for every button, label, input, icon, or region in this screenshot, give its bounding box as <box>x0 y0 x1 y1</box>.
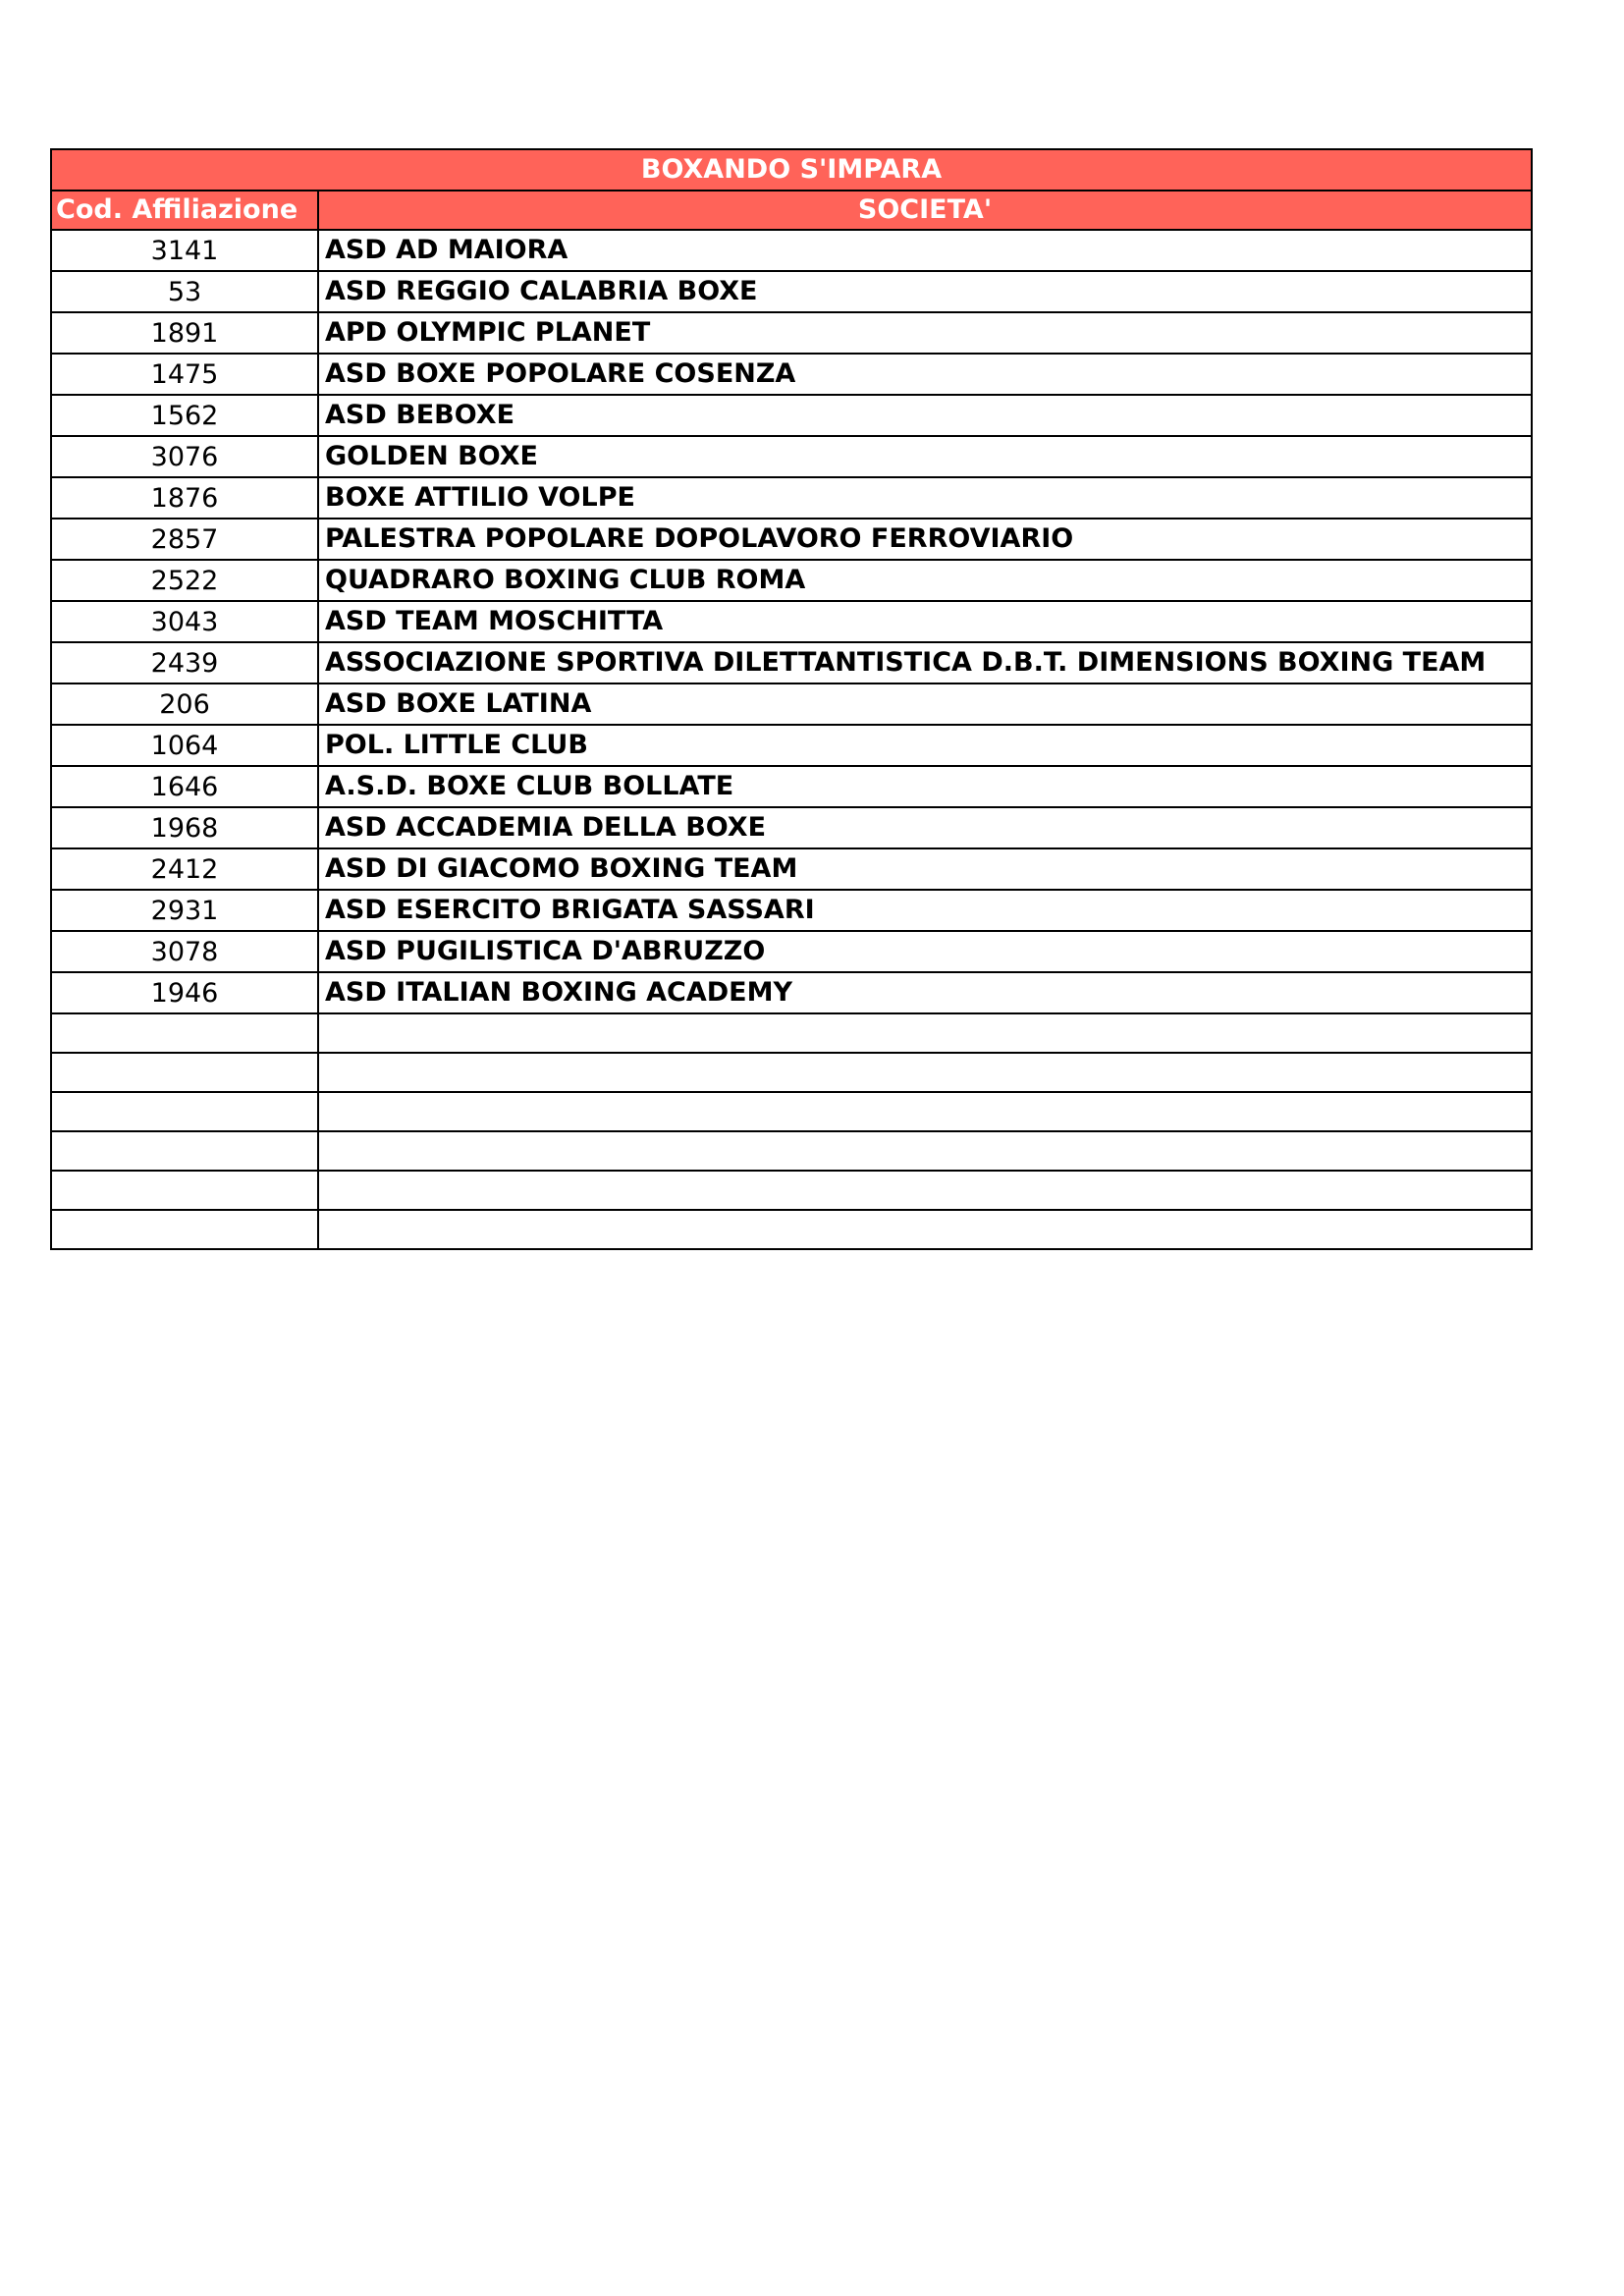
table-body <box>51 230 1532 1249</box>
affiliation-code-cell: 2412 <box>51 848 318 890</box>
table-row <box>51 230 1532 271</box>
table-row <box>51 766 1532 807</box>
affiliation-code-cell <box>51 1171 318 1210</box>
society-name-cell <box>318 1092 1532 1131</box>
affiliation-code-cell: 2857 <box>51 519 318 560</box>
affiliation-code-cell: 206 <box>51 683 318 725</box>
table-row <box>51 436 1532 477</box>
affiliation-code-cell: 3078 <box>51 931 318 972</box>
table-row <box>51 890 1532 931</box>
affiliation-code-cell: 3076 <box>51 436 318 477</box>
affiliation-code-cell: 1946 <box>51 972 318 1013</box>
table-row <box>51 642 1532 683</box>
table-row <box>51 1013 1532 1053</box>
affiliation-code-cell: 3141 <box>51 230 318 271</box>
society-name-cell: PALESTRA POPOLARE DOPOLAVORO FERROVIARIO <box>318 519 1532 560</box>
society-name-cell: ASD PUGILISTICA D'ABRUZZO <box>318 931 1532 972</box>
table-row <box>51 848 1532 890</box>
table-row <box>51 271 1532 312</box>
society-name-cell: GOLDEN BOXE <box>318 436 1532 477</box>
affiliation-code-cell: 1064 <box>51 725 318 766</box>
society-name-cell: POL. LITTLE CLUB <box>318 725 1532 766</box>
affiliation-code-cell: 2931 <box>51 890 318 931</box>
table-row <box>51 477 1532 519</box>
society-name-cell: ASD ESERCITO BRIGATA SASSARI <box>318 890 1532 931</box>
affiliation-code-cell: 3043 <box>51 601 318 642</box>
society-name-cell: ASSOCIAZIONE SPORTIVA DILETTANTISTICA D.B.T. DIMENSIONS BOXING TEAM <box>318 642 1532 683</box>
table-row <box>51 519 1532 560</box>
affiliation-code-cell: 1475 <box>51 354 318 395</box>
society-name-cell: ASD BOXE LATINA <box>318 683 1532 725</box>
table-row <box>51 1053 1532 1092</box>
table-row <box>51 725 1532 766</box>
table-row <box>51 312 1532 354</box>
society-name-cell: A.S.D. BOXE CLUB BOLLATE <box>318 766 1532 807</box>
table-header-row <box>51 191 1532 230</box>
society-name-cell: ASD ITALIAN BOXING ACADEMY <box>318 972 1532 1013</box>
table-row <box>51 354 1532 395</box>
society-name-cell: ASD BOXE POPOLARE COSENZA <box>318 354 1532 395</box>
society-name-cell: BOXE ATTILIO VOLPE <box>318 477 1532 519</box>
table-row <box>51 931 1532 972</box>
society-name-cell <box>318 1210 1532 1249</box>
affiliation-code-cell <box>51 1210 318 1249</box>
table-row <box>51 683 1532 725</box>
affiliation-table <box>50 148 1533 1250</box>
table-row <box>51 972 1532 1013</box>
society-name-cell: QUADRARO BOXING CLUB ROMA <box>318 560 1532 601</box>
affiliation-code-cell: 1891 <box>51 312 318 354</box>
society-name-cell: ASD ACCADEMIA DELLA BOXE <box>318 807 1532 848</box>
society-name-cell <box>318 1131 1532 1171</box>
table-row <box>51 1171 1532 1210</box>
table-row <box>51 1210 1532 1249</box>
affiliation-code-cell: 2439 <box>51 642 318 683</box>
society-name-cell: ASD DI GIACOMO BOXING TEAM <box>318 848 1532 890</box>
society-name-cell: ASD REGGIO CALABRIA BOXE <box>318 271 1532 312</box>
table-row <box>51 1092 1532 1131</box>
society-name-cell <box>318 1053 1532 1092</box>
column-header-society: SOCIETA' <box>318 191 1532 230</box>
affiliation-code-cell: 1876 <box>51 477 318 519</box>
table-row <box>51 395 1532 436</box>
affiliation-code-cell: 53 <box>51 271 318 312</box>
society-name-cell <box>318 1171 1532 1210</box>
society-name-cell: ASD TEAM MOSCHITTA <box>318 601 1532 642</box>
society-name-cell: APD OLYMPIC PLANET <box>318 312 1532 354</box>
society-name-cell: ASD AD MAIORA <box>318 230 1532 271</box>
affiliation-code-cell: 1968 <box>51 807 318 848</box>
affiliation-code-cell <box>51 1092 318 1131</box>
table-row <box>51 560 1532 601</box>
affiliation-code-cell: 1646 <box>51 766 318 807</box>
table-title: BOXANDO S'IMPARA <box>51 149 1532 191</box>
table-row <box>51 601 1532 642</box>
table-title-row <box>51 149 1532 191</box>
affiliation-code-cell: 2522 <box>51 560 318 601</box>
affiliation-code-cell <box>51 1131 318 1171</box>
table-row <box>51 807 1532 848</box>
affiliation-code-cell <box>51 1053 318 1092</box>
column-header-code: Cod. Affiliazione <box>51 191 318 230</box>
table-row <box>51 1131 1532 1171</box>
society-name-cell <box>318 1013 1532 1053</box>
affiliation-code-cell <box>51 1013 318 1053</box>
society-name-cell: ASD BEBOXE <box>318 395 1532 436</box>
affiliation-code-cell: 1562 <box>51 395 318 436</box>
